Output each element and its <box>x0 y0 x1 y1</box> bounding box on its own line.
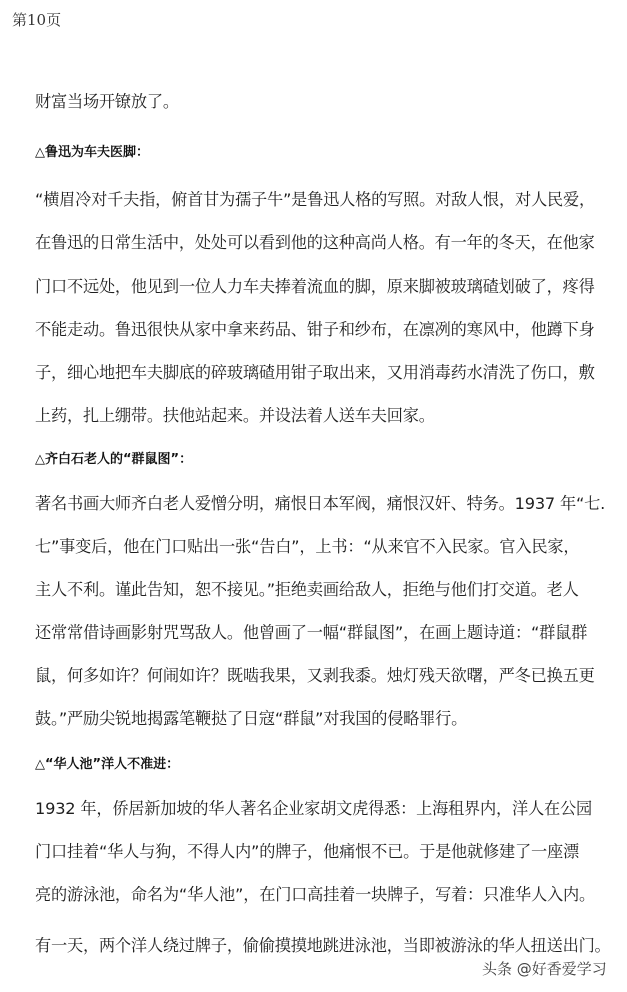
paragraph-line: 上药，扎上绷带。扶他站起来。并设法着人送车夫回家。 <box>35 406 435 425</box>
page-number-label: 第10页 <box>12 11 62 29</box>
paragraph-line: “横眉冷对千夫指，俯首甘为孺子牛”是鲁迅人格的写照。对敌人恨，对人民爱， <box>35 190 595 209</box>
section-heading-lu-xun: △鲁迅为车夫医脚： <box>35 145 149 160</box>
paragraph-line: 鼓。”严励尖锐地揭露笔鞭挞了日寇“群鼠”对我国的侵略罪行。 <box>35 709 468 728</box>
paragraph-line: 门口不远处，他见到一位人力车夫捧着流血的脚，原来脚被玻璃碴划破了，疼得 <box>35 277 595 296</box>
section-heading-huaren-pool: △“华人池”洋人不准进： <box>35 757 180 772</box>
paragraph-line: 在鲁迅的日常生活中，处处可以看到他的这种高尚人格。有一年的冬天，在他家 <box>35 233 595 252</box>
paragraph-line: 著名书画大师齐白老人爱憎分明，痛恨日本军阀，痛恨汉奸、特务。1937 年“七. <box>35 494 606 513</box>
paragraph-line: 鼠，何多如许？何闹如许？既啮我果，又剥我黍。烛灯残天欲曙，严冬已换五更 <box>35 666 595 685</box>
paragraph-line: 不能走动。鲁迅很快从家中拿来药品、钳子和纱布，在凛冽的寒风中，他蹲下身 <box>35 320 595 339</box>
paragraph-line: 主人不利。谨此告知，恕不接见。”拒绝卖画给敌人，拒绝与他们打交道。老人 <box>35 580 579 599</box>
paragraph-line: 亮的游泳池，命名为“华人池”，在门口高挂着一块牌子，写着：只准华人入内。 <box>35 885 595 904</box>
paragraph-line: 门口挂着“华人与狗，不得人内”的牌子，他痛恨不已。于是他就修建了一座漂 <box>35 842 579 861</box>
source-watermark: 头条 @好香爱学习 <box>482 960 607 978</box>
paragraph-line: 1932 年，侨居新加坡的华人著名企业家胡文虎得悉：上海租界内，洋人在公园 <box>35 799 592 818</box>
section-heading-qi-baishi: △齐白石老人的“群鼠图”： <box>35 452 193 467</box>
paragraph-line: 有一天，两个洋人绕过牌子，偷偷摸摸地跳进泳池，当即被游泳的华人扭送出门。 <box>35 936 611 955</box>
paragraph-line: 子，细心地把车夫脚底的碎玻璃碴用钳子取出来，又用消毒药水清洗了伤口，敷 <box>35 363 595 382</box>
paragraph-line: 还常常借诗画影射咒骂敌人。他曾画了一幅“群鼠图”，在画上题诗道：“群鼠群 <box>35 623 588 642</box>
paragraph-line: 财富当场开镣放了。 <box>35 92 179 111</box>
paragraph-line: 七”事变后，他在门口贴出一张“告白”，上书：“从来官不入民家。官入民家， <box>35 537 580 556</box>
